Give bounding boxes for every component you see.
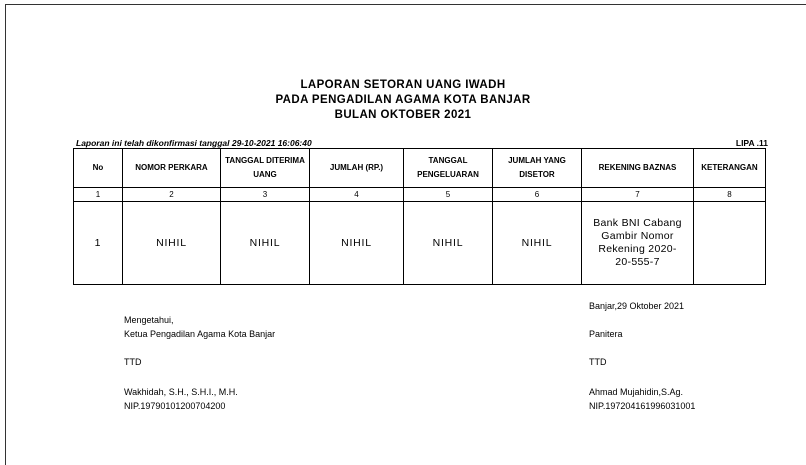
table-number-row	[74, 188, 766, 202]
header-rekening-baznas: REKENING BAZNAS	[582, 149, 694, 188]
right-sign-role: Panitera	[589, 329, 623, 339]
cell-nomor-perkara: NIHIL	[123, 202, 221, 285]
col-number: 4	[310, 188, 404, 202]
left-sign-line2: Ketua Pengadilan Agama Kota Banjar	[124, 329, 276, 339]
cell-jumlah: NIHIL	[310, 202, 404, 285]
report-title-line1: LAPORAN SETORAN UANG IWADH	[300, 79, 506, 91]
cell-jumlah-disetor: NIHIL	[493, 202, 582, 285]
confirmation-note: Laporan ini telah dikonfirmasi tanggal 29-10-2021 16:06:40	[76, 138, 312, 148]
col-number: 5	[404, 188, 493, 202]
col-number: 3	[221, 188, 310, 202]
right-sign-nip: NIP.197204161996031001	[589, 401, 696, 411]
cell-tanggal-diterima: NIHIL	[221, 202, 310, 285]
table-row	[74, 202, 766, 285]
right-sign-ttd: TTD	[589, 357, 607, 367]
right-sign-date: Banjar,29 Oktober 2021	[589, 301, 685, 311]
cell-tanggal-pengeluaran: NIHIL	[404, 202, 493, 285]
header-tanggal-pengeluaran: TANGGAL PENGELUARAN	[404, 149, 493, 188]
header-jumlah: JUMLAH (RP.)	[310, 149, 404, 188]
header-jumlah-disetor: JUMLAH YANG DISETOR	[493, 149, 582, 188]
right-sign-name: Ahmad Mujahidin,S.Ag.	[589, 387, 684, 397]
col-number: 2	[123, 188, 221, 202]
col-number: 7	[582, 188, 694, 202]
table-header-row	[74, 149, 766, 188]
left-sign-nip: NIP.19790101200704200	[124, 401, 226, 411]
report-title-line2: PADA PENGADILAN AGAMA KOTA BANJAR	[275, 94, 531, 106]
report-title-line3: BULAN OKTOBER 2021	[334, 109, 472, 121]
header-no: No	[74, 149, 123, 188]
left-sign-name: Wakhidah, S.H., S.H.I., M.H.	[124, 387, 238, 397]
header-tanggal-diterima: TANGGAL DITERIMA UANG	[221, 149, 310, 188]
cell-no: 1	[74, 202, 123, 285]
cell-keterangan	[694, 202, 766, 285]
header-keterangan: KETERANGAN	[694, 149, 766, 188]
header-nomor-perkara: NOMOR PERKARA	[123, 149, 221, 188]
col-number: 1	[74, 188, 123, 202]
report-table	[73, 148, 766, 285]
report-code: LIPA .11	[735, 138, 768, 148]
col-number: 8	[694, 188, 766, 202]
cell-rekening-baznas: Bank BNI Cabang Gambir Nomor Rekening 2020-20-555-7	[582, 202, 694, 285]
left-sign-ttd: TTD	[124, 357, 142, 367]
left-sign-line1: Mengetahui,	[124, 315, 174, 325]
col-number: 6	[493, 188, 582, 202]
